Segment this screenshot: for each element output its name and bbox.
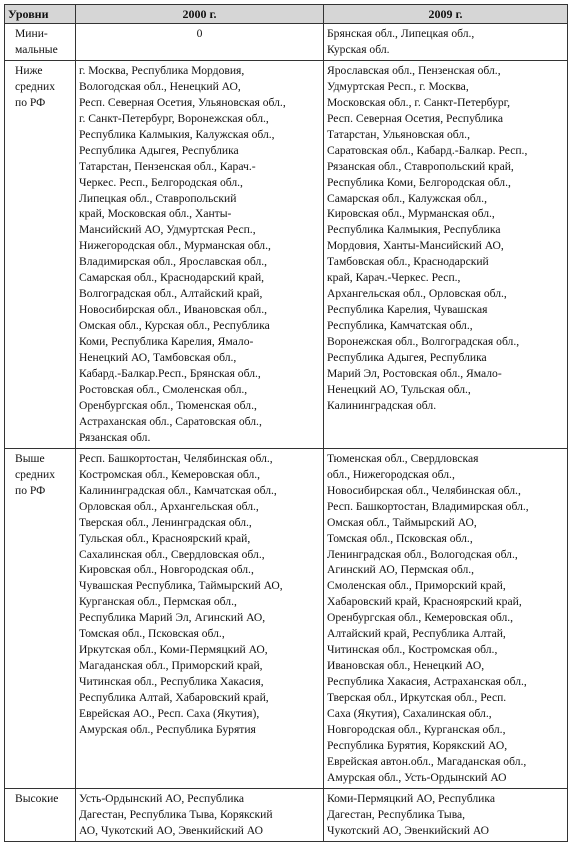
level-above-average: Выше средних по РФ bbox=[5, 448, 76, 788]
regions-levels-table bbox=[4, 4, 568, 842]
cell-2009-minimal: Брянская обл., Липецкая обл., Курская обл. bbox=[324, 24, 568, 61]
cell-2000-minimal: 0 bbox=[76, 24, 324, 61]
table-row-below-average bbox=[5, 60, 568, 448]
header-2009: 2009 г. bbox=[324, 5, 568, 24]
table-row-minimal bbox=[5, 24, 568, 61]
table-row-above-average bbox=[5, 448, 568, 788]
level-below-average: Ниже средних по РФ bbox=[5, 60, 76, 448]
header-2000: 2000 г. bbox=[76, 5, 324, 24]
cell-2000-above-average: Респ. Башкортостан, Челябинская обл., Костромская обл., Кемеровская обл., Калининградская обл., Камчатская обл., Орловская обл., Архангельская обл., Тверская обл., Ленинградская обл., Тульская обл., Красноярский край, Сахалинская обл., Свердловская обл., Кировская обл., Новгородская обл., Чувашская Республика, Таймырский АО, Курганская обл., Пермская обл., Республика Марий Эл, Агинский АО, Томская обл., Псковская обл., Иркутская обл., Коми-Пермяцкий АО, Магаданская обл., Приморский край, Читинская обл., Республика Хакасия, Республика Алтай, Хабаровский край, Еврейская АО., Респ. Саха (Якутия), Амурская обл., Республика Бурятия bbox=[76, 448, 324, 788]
cell-2009-below-average: Ярославская обл., Пензенская обл., Удмуртская Респ., г. Москва, Московская обл., г. Санкт-Петербург, Респ. Северная Осетия, Республика Татарстан, Ульяновская обл., Саратовская обл., Кабард.-Балкар. Респ., Рязанская обл., Ставропольский край, Республика Коми, Белгородская обл., Самарская обл., Калужская обл., Кировская обл., Мурманская обл., Республика Калмыкия, Республика Мордовия, Ханты-Мансийский АО, Тамбовская обл., Краснодарский край, Карач.-Черкес. Респ., Архангельская обл., Орловская обл., Республика Карелия, Чувашская Республика, Камчатская обл., Воронежская обл., Волгоградская обл., Республика Адыгея, Республика Марий Эл, Ростовская обл., Ямало- Ненецкий АО, Тульская обл., Калининградская обл. bbox=[324, 60, 568, 448]
cell-2000-high: Усть-Ордынский АО, Республика Дагестан, Республика Тыва, Корякский АО, Чукотский АО, Эвенкийский АО bbox=[76, 788, 324, 841]
level-minimal: Мини- мальные bbox=[5, 24, 76, 61]
level-high: Высокие bbox=[5, 788, 76, 841]
cell-2009-high: Коми-Пермяцкий АО, Республика Дагестан, Республика Тыва, Чукотский АО, Эвенкийский АО bbox=[324, 788, 568, 841]
header-row bbox=[5, 5, 568, 24]
cell-2009-above-average: Тюменская обл., Свердловская обл., Нижегородская обл., Новосибирская обл., Челябинская обл., Респ. Башкортостан, Владимирская обл., Омская обл., Таймырский АО, Томская обл., Псковская обл., Ленинградская обл., Вологодская обл., Агинский АО, Пермская обл., Смоленская обл., Приморский край, Хабаровский край, Красноярский край, Оренбургская обл., Кемеровская обл., Алтайский край, Республика Алтай, Читинская обл., Костромская обл., Ивановская обл., Ненецкий АО, Республика Хакасия, Астраханская обл., Тверская обл., Иркутская обл., Респ. Саха (Якутия), Сахалинская обл., Новгородская обл., Курганская обл., Республика Бурятия, Корякский АО, Еврейская автон.обл., Магаданская обл., Амурская обл., Усть-Ордынский АО bbox=[324, 448, 568, 788]
cell-2000-below-average: г. Москва, Республика Мордовия, Вологодская обл., Ненецкий АО, Респ. Северная Осетия, Ульяновская обл., г. Санкт-Петербург, Воронежская обл., Республика Калмыкия, Калужская обл., Республика Адыгея, Республика Татарстан, Пензенская обл., Карач.- Черкес. Респ., Белгородская обл., Липецкая обл., Ставропольский край, Московская обл., Ханты- Мансийский АО, Удмуртская Респ., Нижегородская обл., Мурманская обл., Владимирская обл., Ярославская обл., Самарская обл., Краснодарский край, Волгоградская обл., Алтайский край, Новосибирская обл., Ивановская обл., Омская обл., Курская обл., Республика Коми, Республика Карелия, Ямало- Ненецкий АО, Тамбовская обл., Кабард.-Балкар.Респ., Брянская обл., Ростовская обл., Смоленская обл., Оренбургская обл., Тюменская обл., Астраханская обл., Саратовская обл., Рязанская обл. bbox=[76, 60, 324, 448]
table-row-high bbox=[5, 788, 568, 841]
header-levels: Уровни bbox=[5, 5, 76, 24]
